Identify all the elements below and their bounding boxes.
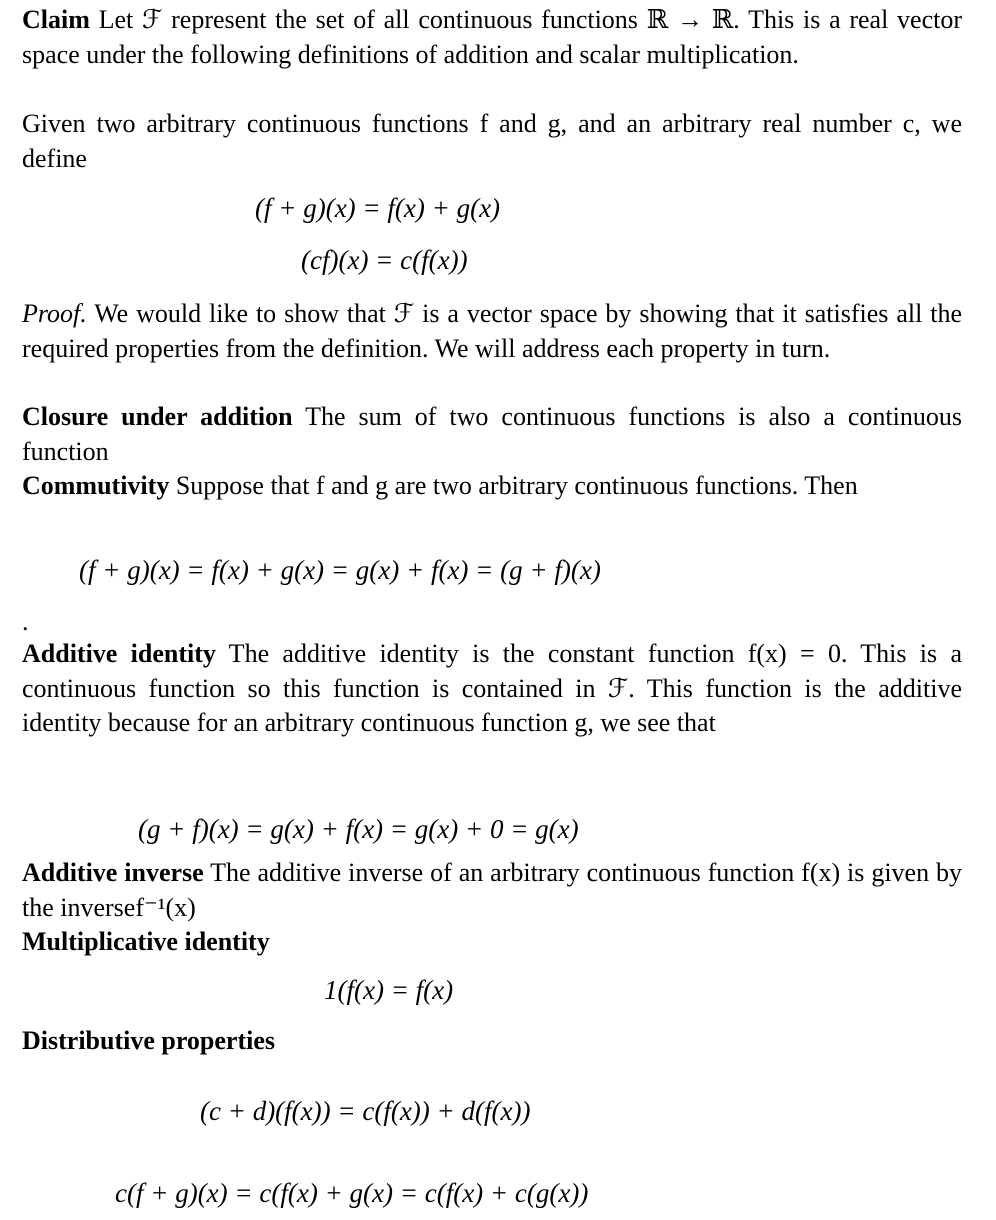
proof-paragraph <box>22 297 962 366</box>
additive-identity-text: The additive identity is the constant function f(x) = 0. This is a continuous function so this function is contained in ℱ. This function is the additive identity because for an arbitrary continuous function g, we see that <box>22 639 962 737</box>
claim-paragraph <box>22 3 962 72</box>
multiplicative-identity-paragraph <box>22 925 962 960</box>
closure-text: The sum of two continuous functions is also a continuous function <box>22 402 962 466</box>
additive-inverse-label: Additive inverse <box>22 858 204 887</box>
multiplicative-identity-equation: 1(f(x) = f(x) <box>324 975 454 1005</box>
closure-label: Closure under addition <box>22 402 293 431</box>
additive-inverse-paragraph <box>22 856 962 925</box>
commutivity-label: Commutivity <box>22 471 170 500</box>
given-text: Given two arbitrary continuous functions f and g, and an arbitrary real number c, we define <box>22 109 962 173</box>
distributive-paragraph <box>22 1024 962 1059</box>
commutivity-equation: (f + g)(x) = f(x) + g(x) = g(x) + f(x) = (g + f)(x) <box>79 555 601 585</box>
multiplicative-identity-label: Multiplicative identity <box>22 927 270 956</box>
distributive-label: Distributive properties <box>22 1026 275 1055</box>
commutivity-trailing-period: . <box>22 607 29 636</box>
closure-paragraph <box>22 400 962 469</box>
claim-label: Claim <box>22 5 90 34</box>
additive-identity-paragraph <box>22 637 962 741</box>
definition-scalar-equation: (cf)(x) = c(f(x)) <box>301 245 468 275</box>
commutivity-paragraph <box>22 469 962 504</box>
proof-label: Proof. <box>22 299 87 328</box>
proof-text: We would like to show that ℱ is a vector space by showing that it satisfies all the required properties from the definition. We will address each property in turn. <box>22 299 962 363</box>
additive-identity-equation: (g + f)(x) = g(x) + f(x) = g(x) + 0 = g(x) <box>138 814 579 844</box>
claim-text: Let ℱ represent the set of all continuous functions ℝ → ℝ. This is a real vector space under the following definitions of addition and scalar multiplication. <box>22 5 962 69</box>
distributive-equation-2: c(f + g)(x) = c(f(x) + g(x) = c(f(x) + c(g(x)) <box>115 1178 589 1208</box>
additive-identity-label: Additive identity <box>22 639 216 668</box>
distributive-equation-1: (c + d)(f(x)) = c(f(x)) + d(f(x)) <box>200 1096 531 1126</box>
definition-addition-equation: (f + g)(x) = f(x) + g(x) <box>255 193 501 223</box>
additive-inverse-text: The additive inverse of an arbitrary continuous function f(x) is given by the inversef⁻¹(x) <box>22 858 962 922</box>
commutivity-text: Suppose that f and g are two arbitrary continuous functions. Then <box>169 471 858 500</box>
given-paragraph <box>22 107 962 176</box>
